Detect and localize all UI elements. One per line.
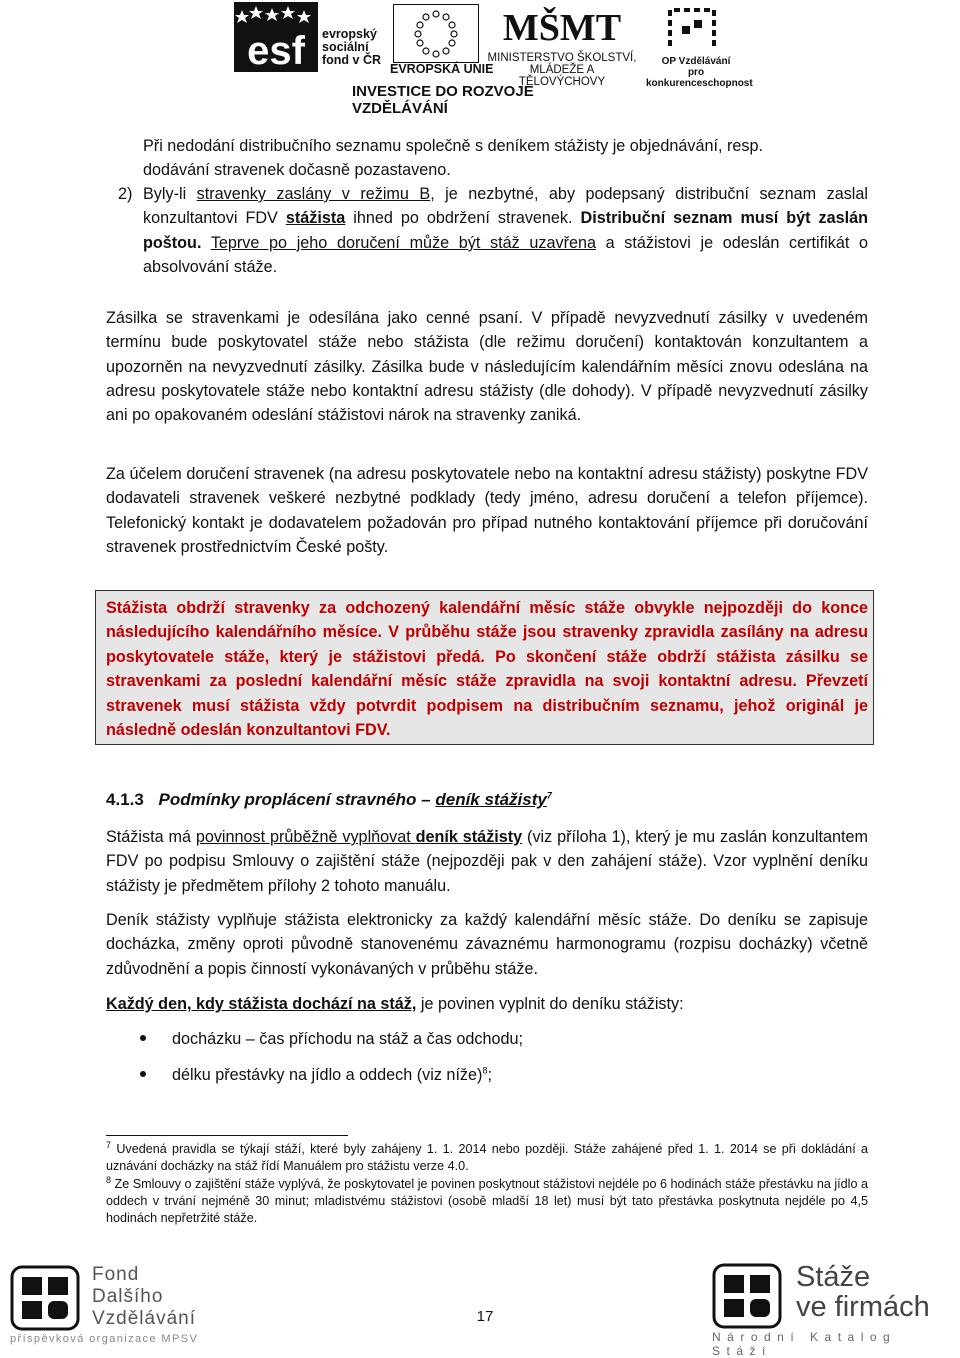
fdv-logo-icon [10, 1265, 80, 1331]
paragraph-valuable-mail: Zásilka se stravenkami je odesílána jako cenné psaní. V případě nevyzvednutí zásilky v uvedeném termínu bude poskytovatel stáže nebo stážista (dle režimu doručení) kontaktován konzultantem a upozorněn na nevyzvednutí zásilky. Zásilka bude v následujícím kalendářním měsíci znovu odeslána na adresu poskytovatele stáže nebo kontaktní adresu stážisty (dle dohody). V případě nevyzvednutí zásilky ani po opakovaném odeslání stážistovi nárok na stravenky zaniká. [106, 309, 868, 425]
underlined-text: stravenky zaslány v režimu B [196, 185, 431, 203]
footnote-8: $^8$ Ze Smlouvy o zajištění stáže vyplývá, že poskytovatel je povinen poskytnout stážistovi nejdéle po 6 hodinách stáže přestávku na jídlo a oddech v trvání nejméně 30 minut; mladistvému stážistovi (osobě mladší 18 let) musí být tato přestávka poskytnuta nejdéle po 4,5 hodinách nepřetržité stáže. [106, 1174, 868, 1225]
underlined-text-certificate: Teprve po jeho doručení může být stáž uzavřena [210, 233, 596, 252]
list-item-regime-b: Byly-li stravenky zaslány v režimu B, je nezbytné, aby podepsaný distribuční seznam zaslal konzultantovi FDV stážista ihned po obdržení stravenek. Distribuční seznam musí být zaslán poštou. Teprve po jeho doručení může být stáž uzavřena a stážistovi je odeslán certifikát o absolvování stáže. [143, 185, 868, 276]
underlined-bold-text: stážista [285, 209, 346, 228]
paragraph-non-delivery: Při nedodání distribučního seznamu společně s deníkem stážisty je objednávání, resp. dodávání stravenek dočasně pozastaveno. [143, 137, 763, 180]
msmt-label: MINISTERSTVO ŠKOLSTVÍ, MLÁDEŽE A TĚLOVÝCHOVY [487, 52, 637, 88]
section-heading: 4.1.3 Podmínky proplácení stravného – deník stážisty$^7$ [106, 790, 552, 809]
paragraph-each-day: Každý den, kdy stážista dochází na stáž, je povinen vyplnit do deníku stážisty: [106, 995, 684, 1013]
esf-label: evropský sociální fond v ČR [322, 27, 382, 67]
bullet-break: délku přestávky na jídlo a oddech (viz níže)$^8$; [172, 1065, 492, 1084]
bullet-dot [140, 1035, 146, 1041]
msmt-logo [502, 0, 622, 52]
header-banner: INVESTICE DO ROZVOJE VZDĚLÁVÁNÍ [352, 83, 534, 117]
stf-subtitle: Národní Katalog Stáží [712, 1330, 897, 1358]
stf-logo-text: Stáže ve firmách [796, 1261, 930, 1323]
msmt-logo-text: MŠMT [502, 7, 622, 49]
stf-logo-icon [712, 1263, 782, 1329]
paragraph-diary-duty: Stážista má povinnost průběžně vyplňovat deník stážisty (viz příloha 1), který je mu zaslán konzultantem FDV po podpisu Smlouvy o zajištění stáže (nejpozději pak v den zahájení stáže). Vzor vyplnění deníku stážisty je předmětem přílohy 2 tohoto manuálu. [106, 828, 868, 895]
fdv-subtitle: příspěvková organizace MPSV [10, 1333, 199, 1345]
footnote-7: $^7$ Uvedená pravidla se týkají stáží, které byly zahájeny 1. 1. 2014 nebo později. Stáže zahájené před 1. 1. 2014 se při dokládání a uznávání docházky na stáž řídí Manuálem pro stážistu verze 4.0. [106, 1139, 868, 1173]
paragraph-diary-content: Deník stážisty vyplňuje stážista elektronicky za každý kalendářní měsíc stáže. Do deníku se zapisuje docházka, změny oproti původně stanovenému závaznému harmonogramu (rozpisu docházky) včetně zdůvodnění a popis činností vykonávaných v průběhu stáže. [106, 911, 868, 978]
esf-logo-text: esf [247, 29, 305, 73]
op-logo-icon [662, 0, 724, 56]
eu-label: EVROPSKÁ UNIE [390, 62, 494, 76]
eu-flag-icon [393, 4, 479, 63]
op-label: OP Vzdělávání pro konkurenceschopnost [646, 56, 753, 89]
bullet-dot [140, 1071, 146, 1077]
bold-text: Distribuční seznam musí být zaslán poštou. [143, 209, 868, 252]
esf-logo [234, 2, 318, 72]
paragraph-delivery-purpose: Za účelem doručení stravenek (na adresu poskytovatele nebo na kontaktní adresu stážisty) poskytne FDV dodavateli stravenek veškeré nezbytné podklady (tedy jméno, adresu doručení a telefon příjemce). Telefonický kontakt je dodavatelem požadován pro případ nutného kontaktování příjemce při doručování stravenek prostřednictvím České pošty. [106, 465, 868, 556]
list-item-number: 2) [118, 185, 133, 203]
highlight-box-text: Stážista obdrží stravenky za odchozený kalendářní měsíc stáže obvykle nejpozději do konce následujícího kalendářního měsíce. V průběhu stáže jsou stravenky zpravidla zasílány na adresu poskytovatele stáže, který je stážistovi předá. Po skončení stáže obdrží stážista zásilku se stravenkami za poslední kalendářní měsíc stáže zpravidla na svoji kontaktní adresu. Převzetí stravenek musí stážista vždy potvrdit podpisem na distribučním seznamu, jehož originál je následně odeslán konzultantovi FDV. [106, 599, 868, 740]
fdv-logo-text: Fond Dalšího Vzdělávání [92, 1264, 197, 1329]
bullet-attendance: docházku – čas příchodu na stáž a čas odchodu; [172, 1030, 523, 1048]
footnote-separator [106, 1135, 348, 1136]
page-number: 17 [476, 1308, 494, 1325]
